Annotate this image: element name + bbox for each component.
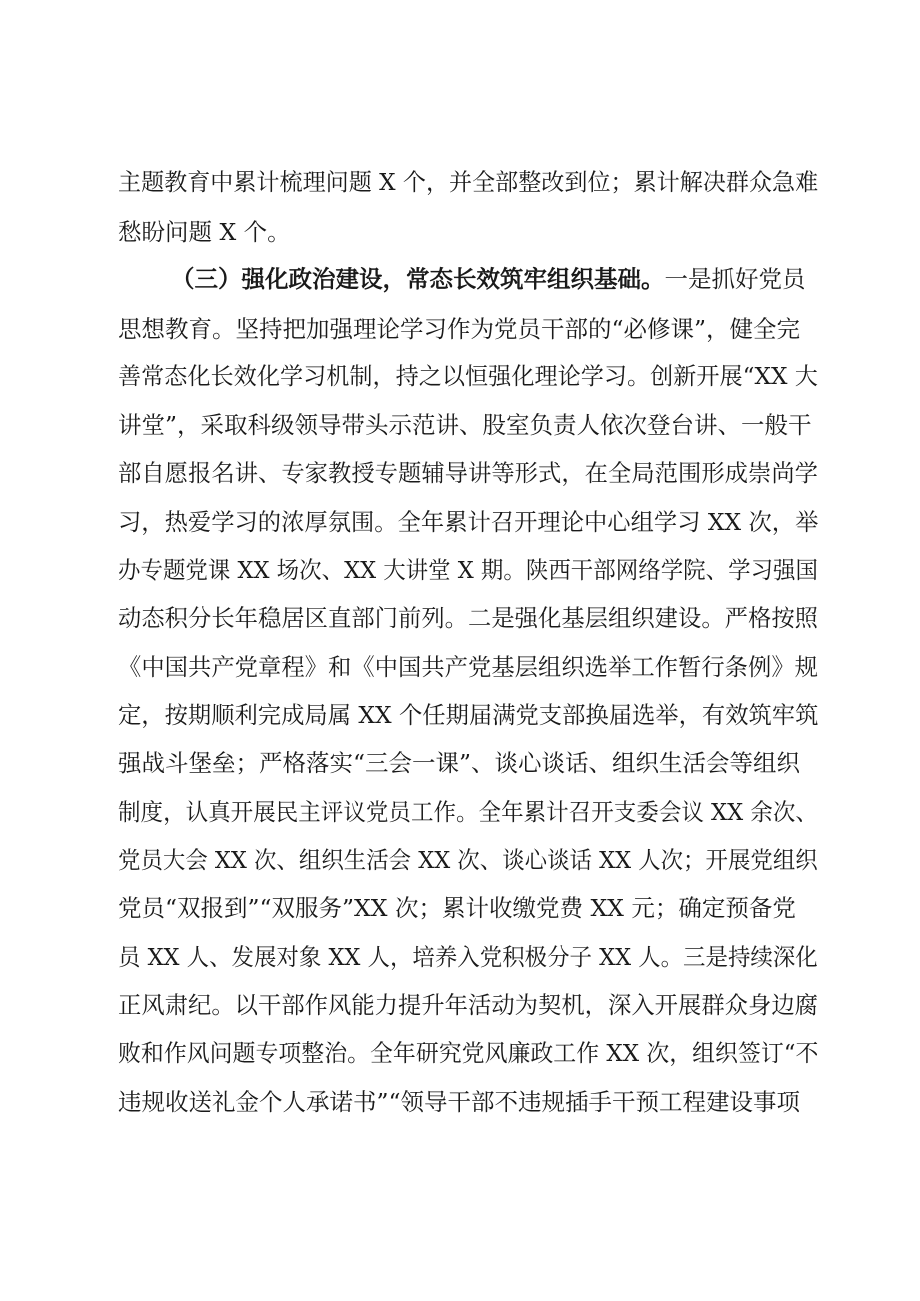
paragraph-line: 制度，认真开展民主评议党员工作。全年累计召开支委会议 XX 余次、 xyxy=(118,798,818,826)
paragraph-line: 主题教育中累计梳理问题 X 个，并全部整改到位；累计解决群众急难 xyxy=(118,168,819,196)
paragraph-line: 善常态化长效化学习机制，持之以恒强化理论学习。创新开展“XX 大 xyxy=(118,362,818,390)
paragraph-line: 讲堂”，采取科级领导带头示范讲、股室负责人依次登台讲、一般干 xyxy=(118,411,812,439)
section-heading-tail: 一是抓好党员 xyxy=(664,265,806,293)
section-heading-line xyxy=(171,259,821,299)
paragraph-line: 违规收送礼金个人承诺书”“领导干部不违规插手干预工程建设事项 xyxy=(118,1088,801,1116)
paragraph-line: 办专题党课 XX 场次、XX 大讲堂 X 期。陕西干部网络学院、学习强国 xyxy=(118,556,818,584)
paragraph-line: 正风肃纪。以干部作风能力提升年活动为契机，深入开展群众身边腐 xyxy=(118,991,818,1019)
paragraph-line: 员 XX 人、发展对象 XX 人，培养入党积极分子 XX 人。三是持续深化 xyxy=(118,943,818,971)
section-heading: （三）强化政治建设，常态长效筑牢组织基础。 xyxy=(171,265,665,293)
paragraph-line: 强战斗堡垒；严格落实“三会一课”、谈心谈话、组织生活会等组织 xyxy=(118,749,801,777)
paragraph-line: 《中国共产党章程》和《中国共产党基层组织选举工作暂行条例》规 xyxy=(118,653,818,681)
paragraph-line: 党员“双报到”“双服务”XX 次；累计收缴党费 XX 元；确定预备党 xyxy=(118,894,796,922)
paragraph-line: 习，热爱学习的浓厚氛围。全年累计召开理论中心组学习 XX 次，举 xyxy=(118,508,819,536)
paragraph-line: 党员大会 XX 次、组织生活会 XX 次、谈心谈话 XX 人次；开展党组织 xyxy=(118,846,818,874)
paragraph-line: 思想教育。坚持把加强理论学习作为党员干部的“必修课”，健全完 xyxy=(118,315,801,343)
paragraph-line: 败和作风问题专项整治。全年研究党风廉政工作 XX 次，组织签订“不 xyxy=(118,1039,819,1067)
paragraph-line: 动态积分长年稳居区直部门前列。二是强化基层组织建设。严格按照 xyxy=(118,604,818,632)
paragraph-line: 部自愿报名讲、专家教授专题辅导讲等形式，在全局范围形成崇尚学 xyxy=(118,459,818,487)
paragraph-line: 定，按期顺利完成局属 XX 个任期届满党支部换届选举，有效筑牢筑 xyxy=(118,701,819,729)
paragraph-line: 愁盼问题 X 个。 xyxy=(118,218,291,246)
